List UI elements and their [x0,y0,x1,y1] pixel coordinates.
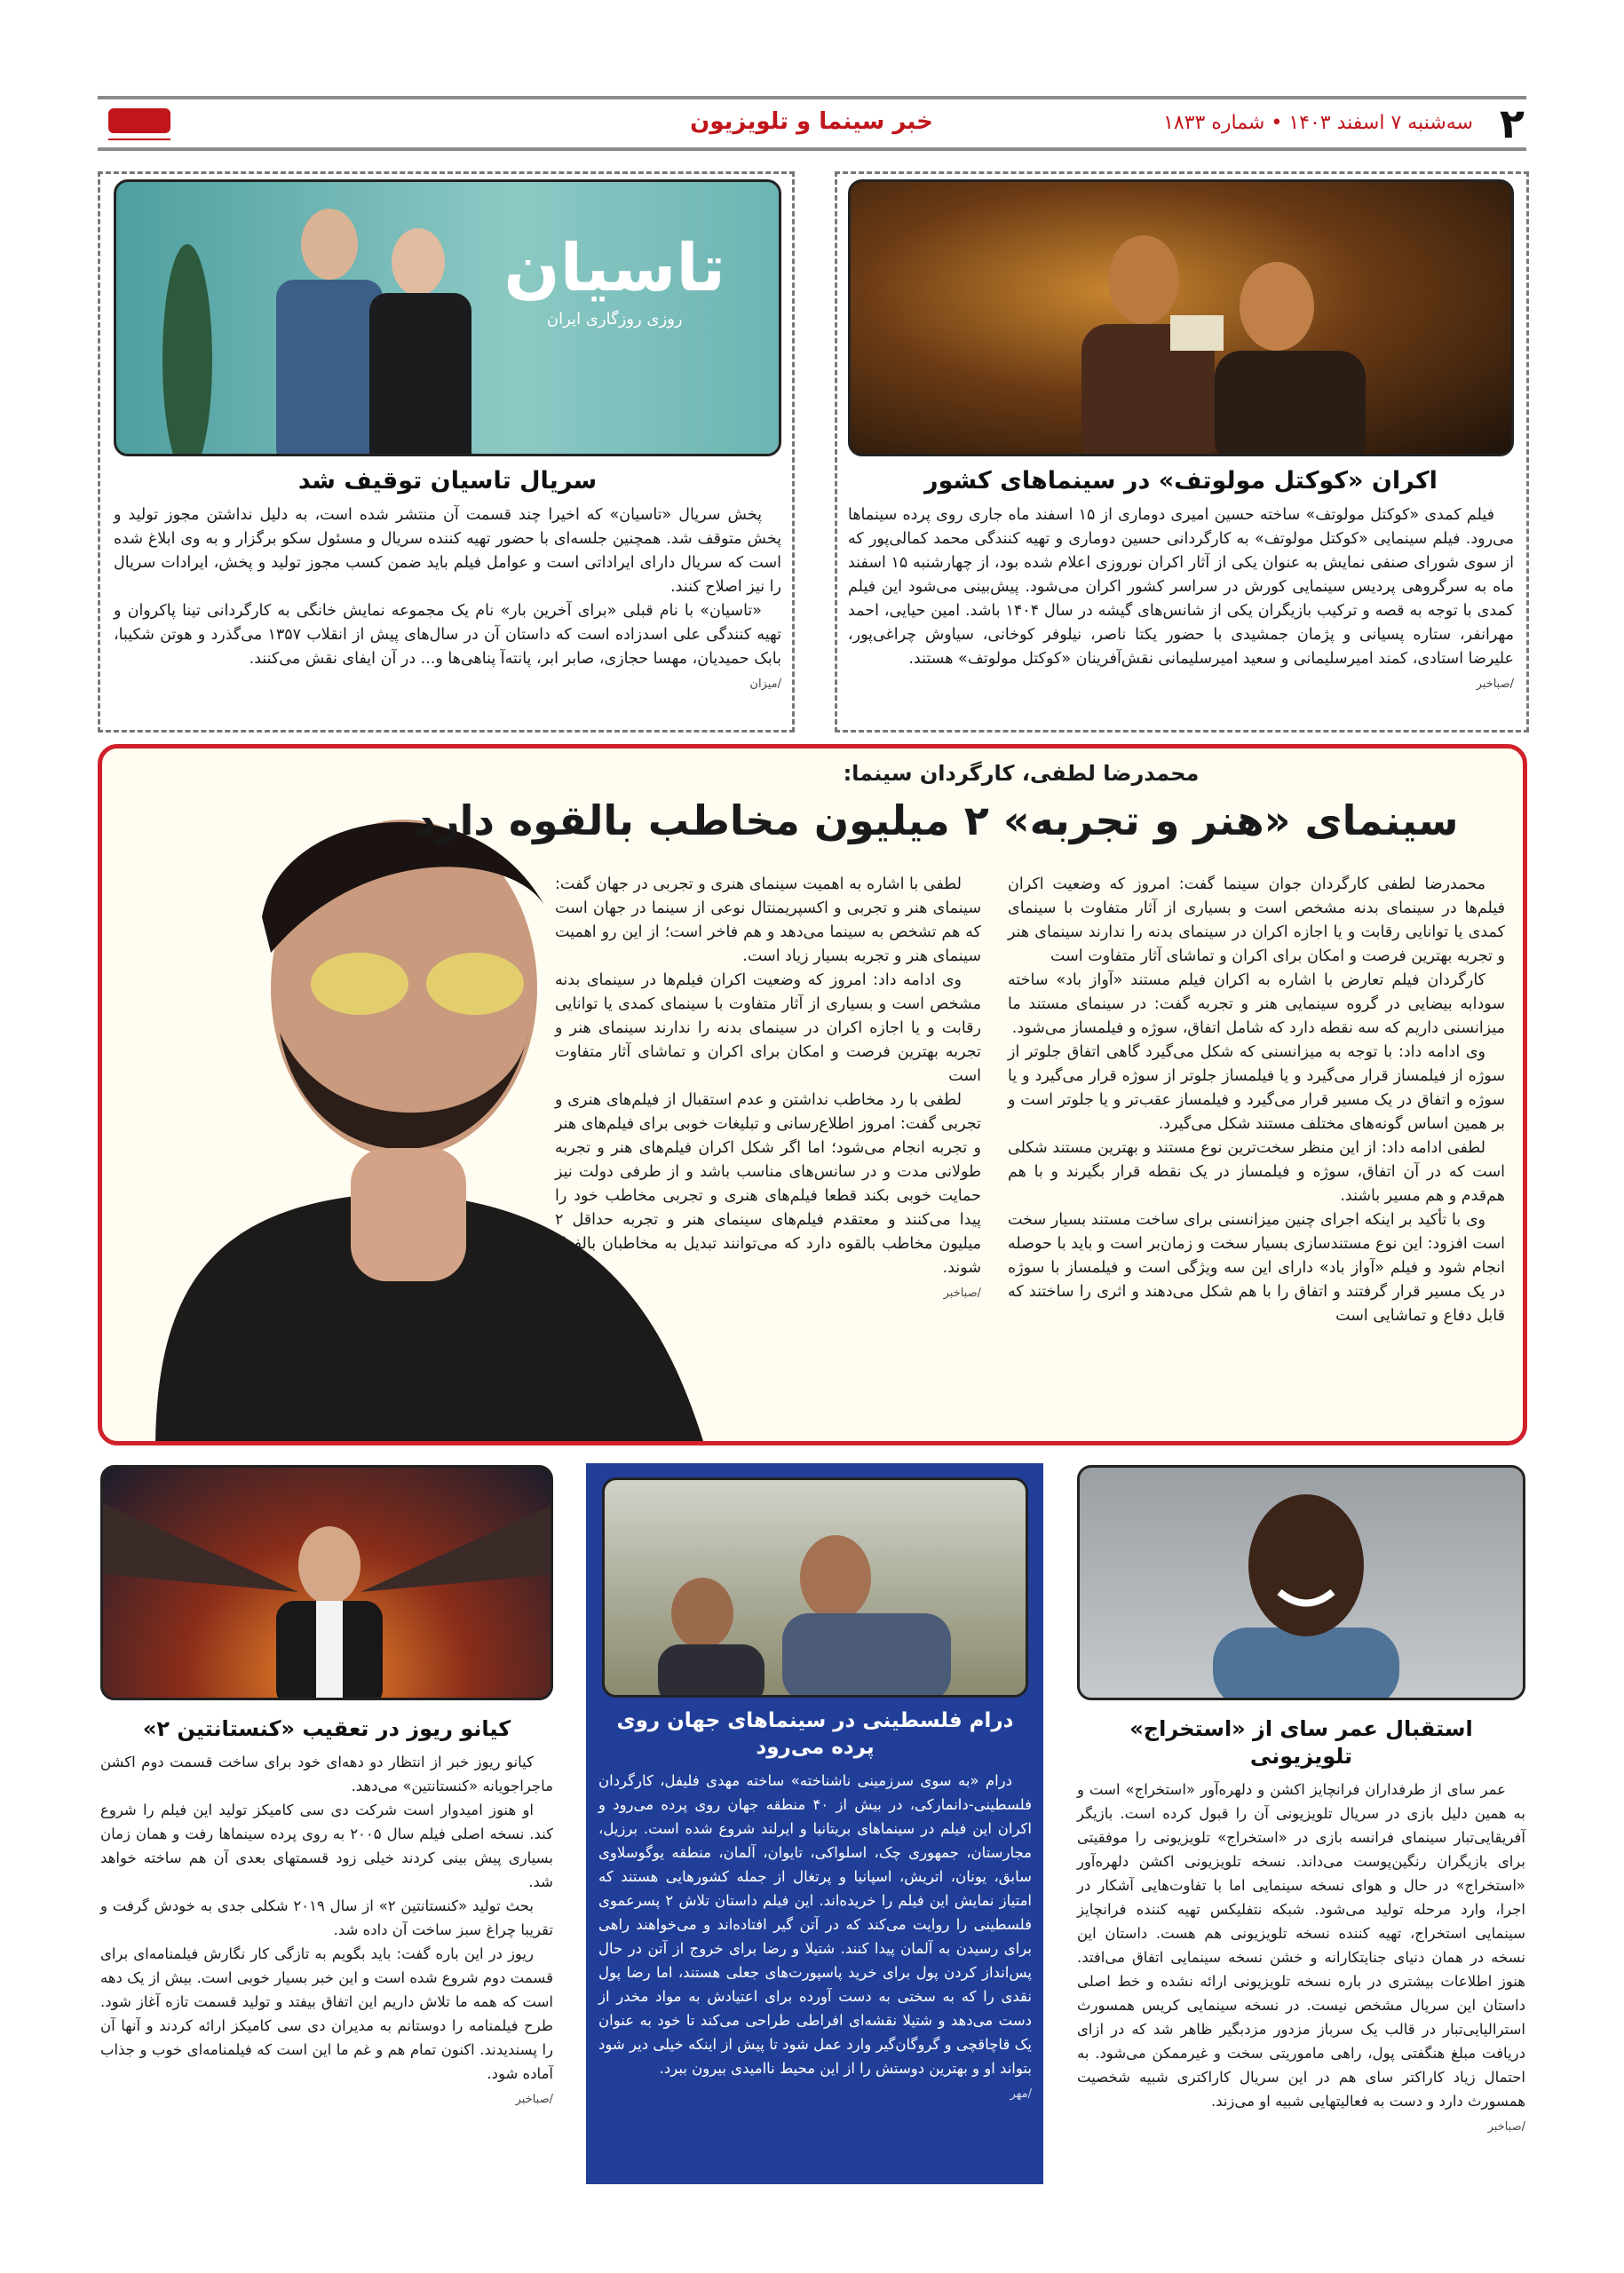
tasian-poster [114,179,781,456]
lotfi-source: /صباخبر [943,1287,981,1300]
lotfi-paragraph: لطفی ادامه داد: از این منظر سخت‌ترین نوع مستند و بهترین مستند شکلی است که در آن اتفاق، سوژه و فیلمساز در یک نقطه قرار بگیرند و با هم هم‌قدم و هم مسیر باشند. [1008,1139,1505,1205]
page-number: ۲ [1499,99,1525,147]
newspaper-logo [99,101,179,146]
palestine-article [598,1708,1032,2106]
lotfi-paragraph: وی ادامه داد: با توجه به میزانسنی که شکل می‌گیرد گاهی اتفاق جلوتر از سوژه از فیلمساز قرار می‌گیرد و یا فیلمساز جلوتر از سوژه قرار می‌گیرد و یا سوژه و اتفاق در یک مسیر قرار می‌گیرد و فیلمساز عقب‌تر و یا جلوتر است و بر همین اساس گونه‌های مختلف مستند شکل می‌گیرد. [1008,1043,1505,1133]
molotov-source: /صباخبر [1476,677,1514,692]
molotov-paragraph: فیلم کمدی «کوکتل مولوتف» ساخته حسین امیری دوماری از ۱۵ اسفند ماه جاری روی پرده سینماها می‌رود. فیلم سینمایی «کوکتل مولوتف» به کارگردانی حسین دوماری و تهیه کنندگی محمد کمالی‌پور که از سوی شورای صنفی نمایش به عنوان یکی از آثار اکران نوروزی اعلام شده بود، از چهارشنبه ۱۵ اسفند ماه به سرگروهی پردیس سینمایی کورش در سراسر کشور اکران می‌شود. پیش‌بینی می‌شود این فیلم کمدی با توجه به قصه و ترکیب بازیگران یکی از شانس‌های گیشه در سال ۱۴۰۴ باشد. امین حیایی، احمد مهرانفر، ستاره پسیانی و پژمان جمشیدی با حضور یکتا ناصر، نیلوفر کوخانی، سیاوش چراغی‌پور، علیرضا استادی، کمند امیرسلیمانی و سعید امیرسلیمانی نقش‌آفرینان «کوکتل مولوتف» هستند. [848,506,1514,669]
tasian-paragraph: پخش سریال «تاسیان» که اخیرا چند قسمت آن منتشر شده است، به دلیل نداشتن مجوز تولید و پخش متوقف شد. همچنین جلسه‌ای با حضور تهیه کننده سریال و مسئول سکو برگزار و به وی ابلاغ شده است که سریال دارای ایراداتی است و عوامل فیلم باید ضمن کسب مجوز تولید و پخش، ایرادات سریال را نیز اصلاح کنند. [114,506,781,597]
lotfi-paragraph: کارگردان فیلم تعارض با اشاره به اکران فیلم مستند «آواز باد» ساخته سودابه بیضایی در گروه سینمایی هنر و تجربه گفت: در سینمای مستند ما میزانسنی داریم که سه نقطه دارد که شامل اتفاق، سوژه و فیلمساز می‌شود. [1008,971,1505,1037]
section-title: خبر سینما و تلویزیون [690,108,933,135]
palestine-article-box [586,1463,1043,2184]
poster-subtitle: روزی روزگاری ایران [546,310,683,329]
palestine-source: /مهر [1010,2087,1032,2101]
omar-sy-photo [1077,1465,1525,1700]
header-bottom-rule [98,147,1526,151]
molotov-headline: اکران «کوکتل مولوتف» در سینماهای کشور [924,467,1438,495]
constantine-paragraph: کیانو ریوز خبر از انتظار دو دهه‌ای خود برای ساخت قسمت دوم اکشن ماجراجویانه «کنستانتین» می‌دهد. [100,1754,553,1795]
lotfi-paragraph: لطفی با رد مخاطب نداشتن و عدم استقبال از فیلم‌های هنری و تجربی گفت: امروز اطلاع‌رسانی و تبلیغات خوبی برای فیلم‌های هنر و تجربه انجام می‌شود؛ اما اگر شکل اکران فیلم‌های هنر و تجربه طولانی مدت و در سانس‌های مناسب باشد و از طرفی دولت نیز حمایت خوبی بکند قطعا فیلم‌های هنری و تجربی مخاطب خود را پیدا می‌کنند و معتقدم فیلم‌های سینمای هنر و تجربه حداقل ۲ میلیون مخاطب بالقوه دارد که می‌توانند تبدیل به مخاطبان بالفعل شوند. [555,1091,981,1277]
constantine-paragraph: او هنوز امیدوار است شرکت دی سی کامیکز تولید این فیلم را شروع کند. نسخه اصلی فیلم سال ۲۰۰۵ به روی پرده سینماها رفت و همان زمان بسیاری پیش بینی کردند خیلی زود قسمتهای بعدی آن هم ساخته خواهد شد. [100,1802,553,1891]
molotov-photo [848,179,1514,456]
palestine-paragraph: درام «به سوی سرزمینی ناشناخته» ساخته مهدی فلیفل، کارگردان فلسطینی-دانمارکی، در بیش از ۴۰ منطقه جهان روی پرده می‌رود و اکران این فیلم در سینماهای بریتانیا و ایرلند شروع شده است. برزیل، مجارستان، جمهوری چک، اسلواکی، تایوان، آلمان، منطقه یوگوسلاوی سابق، یونان، اتریش، اسپانیا و پرتغال از جمله کشورهایی هستند که امتیاز نمایش این فیلم را خریده‌اند. این فیلم داستان تلاش ۲ پسرعموی فلسطینی را روایت می‌کند که در آتن گیر افتاده‌اند و می‌خواهند راهی برای رسیدن به آلمان پیدا کنند. شتیلا و رضا برای خروج از آتن در حال پس‌انداز کردن پول برای خرید پاسپورت‌های جعلی هستند، اما رضا پول نقدی را که به سختی به دست آورده برای اعتیادش به مواد مخدر از دست می‌دهد و شتیلا نقشه‌ای افراطی طراحی می‌کند تا خود به عنوان یک قاچاقچی و گروگان‌گیر وارد عمل شود تا پیش از اینکه خیلی دیر شود بتواند او و بهترین دوستش را از این محیط ناامیدی بیرون ببرد. [598,1771,1032,2077]
palestine-photo [602,1477,1028,1698]
lotfi-column-right [1008,873,1505,1328]
lotfi-column-left [555,873,981,1305]
constantine-source: /صباخبر [515,2093,553,2107]
lotfi-paragraph: محمدرضا لطفی کارگردان جوان سینما گفت: امروز که وضعیت اکران فیلم‌ها در سینمای بدنه مشخص است و بسیاری از آثار متفاوت با سینمای کمدی یا توانایی رقابت و یا اجازه اکران در سینمای بدنه را ندارند سینمای هنر و تجربه بهترین فرصت و امکان برای اکران و تماشای آثار متفاوت است [1008,875,1505,965]
lotfi-feature-box [98,744,1527,1445]
tasian-paragraph: «تاسیان» با نام قبلی «برای آخرین بار» نام یک مجموعه نمایش خانگی به کارگردانی تینا پاکروان و تهیه کنندگی علی اسدزاده است که داستان آن در سال‌های پیش از انقلاب ۱۳۵۷ می‌گذرد و هوتن شکیبا، بابک حمیدیان، مهسا حجازی، صابر ابر، پانته‌آ پناهی‌ها و... در آن ایفای نقش می‌کنند. [114,602,781,669]
tasian-article [114,465,781,696]
lotfi-paragraph: وی ادامه داد: امروز که وضعیت اکران فیلم‌ها در سینمای بدنه مشخص است و بسیاری از آثار متفاوت با سینمای کمدی یا توانایی رقابت و یا اجازه اکران در سینمای بدنه را ندارند سینمای هنر و تجربه بهترین فرصت و امکان برای اکران و تماشای آثار متفاوت است [555,971,981,1085]
omar-sy-body [1077,1778,1525,2139]
lotfi-paragraph: وی با تأکید بر اینکه اجرای چنین میزانسنی برای ساخت مستند بسیار سخت است افزود: این نوع مستندسازی بسیار سخت و زمان‌بر است و باید با حوصله انجام شود و فیلم «آواز باد» دارای این سه ویژگی است و فیلمساز با سوژه در یک مسیر قرار گرفتند و اتفاق را با هم شکل می‌دهند و اثری را ساختند که قابل دفاع و تماشایی است [1008,1211,1505,1325]
constantine-paragraph: ریوز در این باره گفت: باید بگویم به تازگی کار نگارش فیلمنامه‌ای برای قسمت دوم شروع شده است و این خبر بسیار خوبی است. بیش از یک دهه است که همه ما تلاش داریم این اتفاق بیفتد و تولید قسمت تازه آغاز شود. طرح فیلمنامه را دوستانم به مدیران دی سی کامیکز ارائه کردند و آنها آن را پسندیدند. اکنون تمام هم و غم ما این است که فیلمنامه‌ای خوب و جذاب آماده شود. [100,1945,553,2083]
constantine-article [100,1715,553,2111]
molotov-body [848,503,1514,696]
constantine-paragraph: بحث تولید «کنستانتین ۲» از سال ۲۰۱۹ شکلی جدی به خودش گرفت و تقریبا چراغ سبز ساخت آن داده شد. [100,1897,553,1939]
constantine-headline: کیانو ریوز در تعقیب «کنستانتین ۲» [142,1716,511,1741]
omar-sy-article [1077,1715,1525,2139]
omar-sy-paragraph: عمر سای از طرفداران فرانچایز اکشن و دلهره‌آور «استخراج» است و به همین دلیل بازی در سریال تلویزیونی آن را قبول کرده است. بازیگر آفریقایی‌تبار سینمای فرانسه بازی در «استخراج» تلویزیونی را موفقیتی برای بازیگران رنگین‌پوست می‌داند. نسخه تلویزیونی اکشن دلهره‌آور «استخراج» در حال و هوای نسخه سینمایی اما با تفاوت‌هایی آشکار در اجرا، وارد مرحله تولید می‌شود. شبکه نتفلیکس تهیه کننده فرانچایز سینمایی استخراج، تهیه کننده نسخه تلویزیونی هم هست. داستان این نسخه در همان دنیای جنایتکارانه و خشن نسخه سینمایی اتفاق می‌افتد. هنوز اطلاعات بیشتری در باره نسخه تلویزیونی ارائه نشده و خط اصلی داستان این سریال مشخص نیست. در نسخه سینمایی کریس همسورث استرالیایی‌تبار در قالب یک سرباز مزدور مزدبگیر ظاهر شد که در ازای دریافت مبلغ هنگفتی پول، راهی ماموریتی سخت و غیرممکن می‌شود. به احتمال زیاد کاراکتر سای هم در این سریال کاراکتری شبیه شخصیت همسورث دارد و دست به فعالیتهایی شبیه او می‌زند. [1077,1781,1525,2111]
lotfi-kicker: محمدرضا لطفی، کارگردان سینما: [843,761,1200,786]
lotfi-paragraph: لطفی با اشاره به اهمیت سینمای هنری و تجربی در جهان گفت: سینمای هنر و تجربی و اکسپریمنتال نوعی از سینما در جهان است که هم تشخص به سینما می‌دهد و هم فاخر است؛ از این رو اهمیت سینمای هنر و تجربه بسیار زیاد است. [555,875,981,965]
poster-title: تاسیان [503,230,725,306]
header-top-rule [98,96,1526,99]
tasian-headline: سریال تاسیان توقیف شد [297,467,598,495]
omar-sy-source: /صباخبر [1487,2120,1525,2134]
tasian-body [114,503,781,696]
palestine-body [598,1769,1032,2106]
lotfi-headline: سینمای «هنر و تجربه» ۲ میلیون مخاطب بالقوه دارد [415,796,1459,844]
constantine-photo [100,1465,553,1700]
tasian-poster-logo [503,230,726,329]
issue-date: سه‌شنبه ۷ اسفند ۱۴۰۳ • شماره ۱۸۳۳ [1163,112,1473,134]
molotov-article [848,465,1514,696]
tasian-source: /میزان [749,677,781,692]
omar-sy-headline: استقبال عمر سای از «استخراج» تلویزیونی [1129,1716,1473,1770]
constantine-body [100,1750,553,2111]
palestine-headline: درام فلسطینی در سینماهای جهان روی پرده می‌رود [616,1709,1014,1759]
